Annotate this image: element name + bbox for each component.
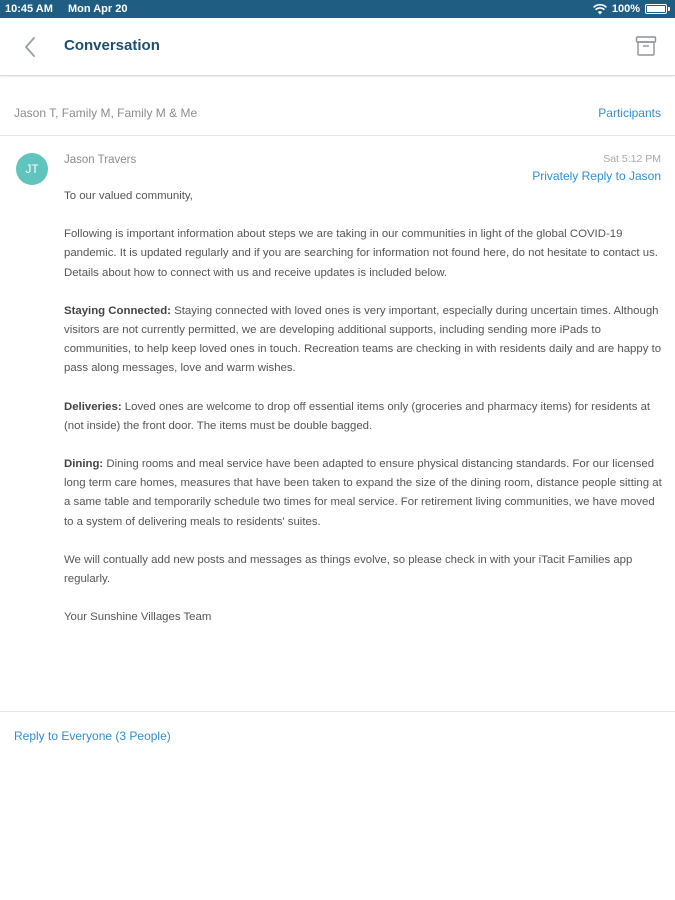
reply-all-link[interactable]: Reply to Everyone (3 People): [14, 729, 171, 743]
sender-name: Jason Travers: [64, 154, 137, 166]
private-reply-link[interactable]: Privately Reply to Jason: [532, 169, 661, 183]
back-button[interactable]: [18, 34, 42, 60]
archive-icon: [635, 35, 657, 57]
participants-row: [0, 92, 675, 136]
message-paragraph-connected: [64, 302, 664, 379]
paragraph-text: Dining rooms and meal service have been adapted to ensure physical distancing standards. For our licensed long term care homes, measures that have been taken to expand the size of the dining room, distance people sitting at a same table and temporarily schedule two times for meal service. For retirement living communities, we have moved to a system of delivering meals to residents' suites.: [64, 458, 662, 528]
paragraph-heading: Dining:: [64, 458, 104, 471]
battery-icon: [645, 4, 667, 14]
status-bar: [0, 0, 675, 18]
message-closing: We will contually add new posts and messages as things evolve, so please check in with your iTacit Families app regularly.: [64, 553, 633, 586]
paragraph-text: Staying connected with loved ones is very important, especially during uncertain times. Although visitors are not currently permitted, we are developing additional supports, including sending more iPads to communities, to help keep loved ones in touch. Recreation teams are checking in with residents daily and are happy to pass along messages, love and warm wishes.: [64, 304, 662, 375]
message-intro: Following is important information about steps we are taking in our communities in light of the global COVID-19 pandemic. It is updated regularly and if you are searching for information not found here, do not hesitate to contact us. Details about how to connect with us and receive updates is included below.: [64, 228, 658, 279]
battery-percent: 100%: [611, 3, 640, 15]
wifi-icon: [593, 4, 607, 15]
status-left: [5, 3, 139, 15]
status-time: 10:45 AM: [5, 3, 53, 15]
message-paragraph-deliveries: [64, 398, 664, 436]
participants-names: Jason T, Family M, Family M & Me: [14, 106, 198, 120]
paragraph-heading: Staying Connected:: [64, 304, 171, 317]
message-greeting: To our valued community,: [64, 190, 193, 202]
message-timestamp: Sat 5:12 PM: [603, 153, 661, 165]
avatar: [16, 153, 48, 185]
page-title: Conversation: [64, 37, 160, 54]
chevron-left-icon: [23, 36, 37, 58]
message-item: [0, 137, 675, 712]
message-body: [64, 187, 664, 646]
message-paragraph-dining: [64, 455, 664, 532]
status-right: [593, 3, 667, 15]
message-signature: Your Sunshine Villages Team: [64, 611, 212, 624]
status-date: Mon Apr 20: [67, 3, 128, 15]
paragraph-heading: Deliveries:: [64, 400, 122, 413]
archive-button[interactable]: [635, 35, 659, 59]
participants-link[interactable]: Participants: [598, 106, 661, 120]
paragraph-text: Loved ones are welcome to drop off essential items only (groceries and pharmacy items) for residents at (not inside) the front door. The items must be double bagged.: [64, 400, 651, 432]
avatar-initials: JT: [25, 162, 39, 176]
nav-bar: [0, 18, 675, 76]
battery-fill: [647, 6, 665, 12]
